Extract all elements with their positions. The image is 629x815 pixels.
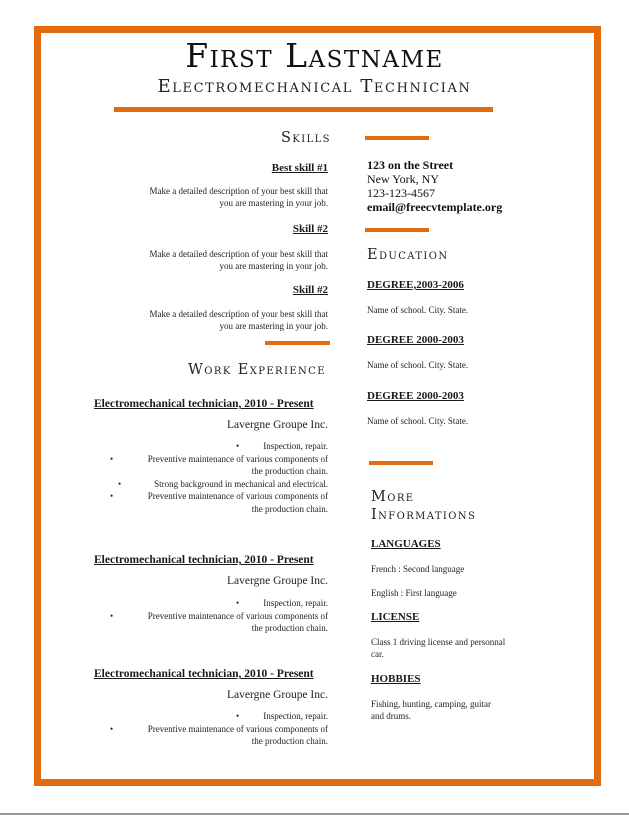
company-name: Lavergne Groupe Inc. bbox=[226, 689, 328, 701]
city-state: New York, NY bbox=[367, 172, 440, 186]
bullet-text: Strong background in mechanical and electrical. bbox=[154, 478, 328, 489]
job-entry-title: Electromechanical technician, 2010 - Present bbox=[94, 554, 314, 566]
job-bullets bbox=[100, 597, 328, 635]
school-info: Name of school. City. State. bbox=[367, 360, 469, 370]
list-item: • Preventive maintenance of various components of the production chain. bbox=[110, 453, 328, 476]
degree-title: DEGREE 2000-2003 bbox=[367, 390, 464, 402]
contact-divider bbox=[365, 136, 429, 140]
desc-line: you are mastering in your job. bbox=[219, 198, 328, 208]
skill-title: Best skill #1 bbox=[271, 162, 328, 174]
more-info-heading bbox=[371, 488, 476, 524]
school-info: Name of school. City. State. bbox=[367, 305, 469, 315]
text-line: and drums. bbox=[371, 711, 411, 721]
text-line: Fishing, hunting, camping, guitar bbox=[371, 699, 491, 709]
degree-title: DEGREE 2000-2003 bbox=[367, 334, 464, 346]
heading-line: Informations bbox=[371, 507, 477, 523]
education-heading: Education bbox=[367, 247, 449, 263]
list-item: • Inspection, repair. bbox=[236, 441, 328, 451]
list-item: • Preventive maintenance of various components of the production chain. bbox=[110, 491, 328, 514]
skill-description bbox=[98, 308, 328, 332]
desc-line: Make a detailed description of your best skill that bbox=[149, 249, 328, 259]
skills-heading: Skills bbox=[281, 130, 331, 146]
full-name: First Lastname bbox=[185, 36, 444, 75]
work-heading: Work Experience bbox=[188, 362, 326, 378]
bullet-text: Preventive maintenance of various components of bbox=[147, 491, 328, 501]
job-bullets bbox=[100, 710, 328, 748]
company-name: Lavergne Groupe Inc. bbox=[226, 419, 328, 431]
skill-description bbox=[98, 185, 328, 209]
desc-line: Make a detailed description of your best skill that bbox=[149, 309, 328, 319]
street-address: 123 on the Street bbox=[367, 158, 454, 172]
email-address: email@freecvtemplate.org bbox=[367, 200, 503, 214]
bullet-text: Preventive maintenance of various components of bbox=[147, 723, 328, 734]
text-line: Class 1 driving license and personnal bbox=[371, 637, 506, 647]
phone-number: 123-123-4567 bbox=[367, 186, 435, 200]
bullet-text: Inspection, repair. bbox=[263, 711, 328, 721]
license-title: LICENSE bbox=[371, 611, 420, 623]
bullet-text: the production chain. bbox=[251, 503, 328, 514]
more-info-divider bbox=[369, 461, 433, 465]
bullet-text: the production chain. bbox=[251, 466, 328, 476]
list-item: • Preventive maintenance of various components of the production chain. bbox=[110, 610, 328, 633]
hobbies-title: HOBBIES bbox=[371, 673, 421, 685]
list-item: • Inspection, repair. bbox=[236, 711, 328, 721]
desc-line: you are mastering in your job. bbox=[219, 261, 328, 271]
contact-block bbox=[367, 158, 502, 214]
languages-title: LANGUAGES bbox=[371, 538, 441, 550]
work-divider bbox=[265, 341, 330, 345]
desc-line: you are mastering in your job. bbox=[219, 321, 328, 331]
bullet-text: Inspection, repair. bbox=[263, 598, 328, 608]
text-line: car. bbox=[371, 649, 384, 659]
bullet-text: Preventive maintenance of various components of bbox=[147, 610, 328, 621]
list-item: • Inspection, repair. bbox=[236, 598, 328, 608]
bullet-text: Inspection, repair. bbox=[263, 441, 328, 451]
skill-title: Skill #2 bbox=[292, 284, 328, 296]
list-item: • Strong background in mechanical and electrical. bbox=[118, 478, 328, 489]
bullet-text: the production chain. bbox=[251, 736, 328, 746]
company-name: Lavergne Groupe Inc. bbox=[226, 575, 328, 587]
job-entry-title: Electromechanical technician, 2010 - Present bbox=[94, 668, 314, 680]
bullet-text: Preventive maintenance of various components of bbox=[147, 453, 328, 464]
license-text bbox=[371, 636, 505, 660]
bullet-text: the production chain. bbox=[251, 623, 328, 633]
desc-line: Make a detailed description of your best skill that bbox=[149, 186, 328, 196]
list-item: • Preventive maintenance of various components of the production chain. bbox=[110, 723, 328, 746]
skill-title: Skill #2 bbox=[292, 223, 328, 235]
degree-title: DEGREE,2003-2006 bbox=[367, 279, 464, 291]
job-entry-title: Electromechanical technician, 2010 - Present bbox=[94, 398, 314, 410]
job-bullets bbox=[100, 440, 328, 515]
school-info: Name of school. City. State. bbox=[367, 416, 469, 426]
header-divider bbox=[114, 107, 493, 112]
skill-description bbox=[98, 248, 328, 272]
hobbies-text bbox=[371, 698, 491, 722]
language-item: English : First language bbox=[371, 588, 457, 598]
language-item: French : Second language bbox=[371, 564, 465, 574]
education-divider bbox=[365, 228, 429, 232]
heading-line: More bbox=[371, 489, 415, 505]
job-title: Electromechanical Technician bbox=[157, 76, 472, 97]
